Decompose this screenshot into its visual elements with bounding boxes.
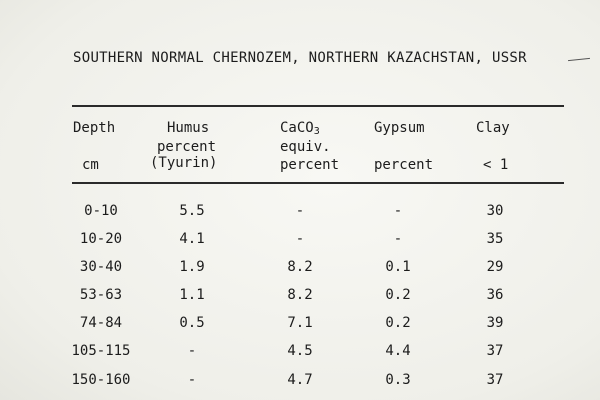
cell-clay: 37 bbox=[486, 343, 504, 359]
cell-clay: 30 bbox=[486, 203, 504, 219]
header-caco3-subscript: 3 bbox=[313, 126, 320, 137]
cell-depth: 74-84 bbox=[79, 315, 123, 331]
cell-caco3: - bbox=[295, 231, 305, 247]
cell-humus: 4.1 bbox=[179, 231, 205, 247]
cell-caco3: 7.1 bbox=[287, 315, 313, 331]
header-depth: Depth bbox=[73, 120, 116, 136]
cell-caco3: 8.2 bbox=[287, 287, 313, 303]
cell-humus: 0.5 bbox=[179, 315, 205, 331]
cell-depth: 0-10 bbox=[84, 203, 118, 219]
cell-humus: 1.9 bbox=[179, 259, 205, 275]
cell-clay: 37 bbox=[486, 372, 504, 388]
cell-depth: 30-40 bbox=[79, 259, 123, 275]
cell-caco3: 8.2 bbox=[287, 259, 313, 275]
table-title: SOUTHERN NORMAL CHERNOZEM, NORTHERN KAZACHSTAN, USSR bbox=[73, 50, 527, 66]
cell-gypsum: - bbox=[393, 203, 403, 219]
cell-clay: 39 bbox=[486, 315, 504, 331]
header-caco3-line3: percent bbox=[280, 157, 340, 173]
header-humus-line3: (Tyurin) bbox=[150, 155, 218, 171]
cell-depth: 10-20 bbox=[79, 231, 123, 247]
cell-humus: - bbox=[187, 343, 197, 359]
cell-gypsum: 0.2 bbox=[385, 315, 411, 331]
header-gypsum-line3: percent bbox=[374, 157, 434, 173]
header-rule bbox=[72, 182, 564, 184]
cell-humus: - bbox=[187, 372, 197, 388]
cell-gypsum: 0.2 bbox=[385, 287, 411, 303]
cell-clay: 29 bbox=[486, 259, 504, 275]
cell-clay: 36 bbox=[486, 287, 504, 303]
cell-caco3: 4.5 bbox=[287, 343, 313, 359]
header-clay-line3: < 1 bbox=[483, 157, 509, 173]
header-depth-unit: cm bbox=[82, 157, 99, 173]
cell-depth: 150-160 bbox=[71, 372, 131, 388]
header-humus-line2: percent bbox=[157, 139, 217, 155]
cell-gypsum: 4.4 bbox=[385, 343, 411, 359]
cell-caco3: 4.7 bbox=[287, 372, 313, 388]
header-caco3-text: CaCO bbox=[280, 120, 314, 136]
header-caco3-line2: equiv. bbox=[280, 139, 331, 155]
cell-clay: 35 bbox=[486, 231, 504, 247]
cell-depth: 53-63 bbox=[79, 287, 123, 303]
header-humus: Humus bbox=[167, 120, 210, 136]
header-clay: Clay bbox=[476, 120, 510, 136]
cell-gypsum: - bbox=[393, 231, 403, 247]
cell-gypsum: 0.3 bbox=[385, 372, 411, 388]
cell-depth: 105-115 bbox=[71, 343, 131, 359]
top-rule bbox=[72, 105, 564, 107]
cell-humus: 5.5 bbox=[179, 203, 205, 219]
header-gypsum: Gypsum bbox=[374, 120, 425, 136]
cell-gypsum: 0.1 bbox=[385, 259, 411, 275]
cell-caco3: - bbox=[295, 203, 305, 219]
header-caco3 bbox=[280, 121, 320, 135]
edge-mark bbox=[568, 58, 590, 61]
cell-humus: 1.1 bbox=[179, 287, 205, 303]
